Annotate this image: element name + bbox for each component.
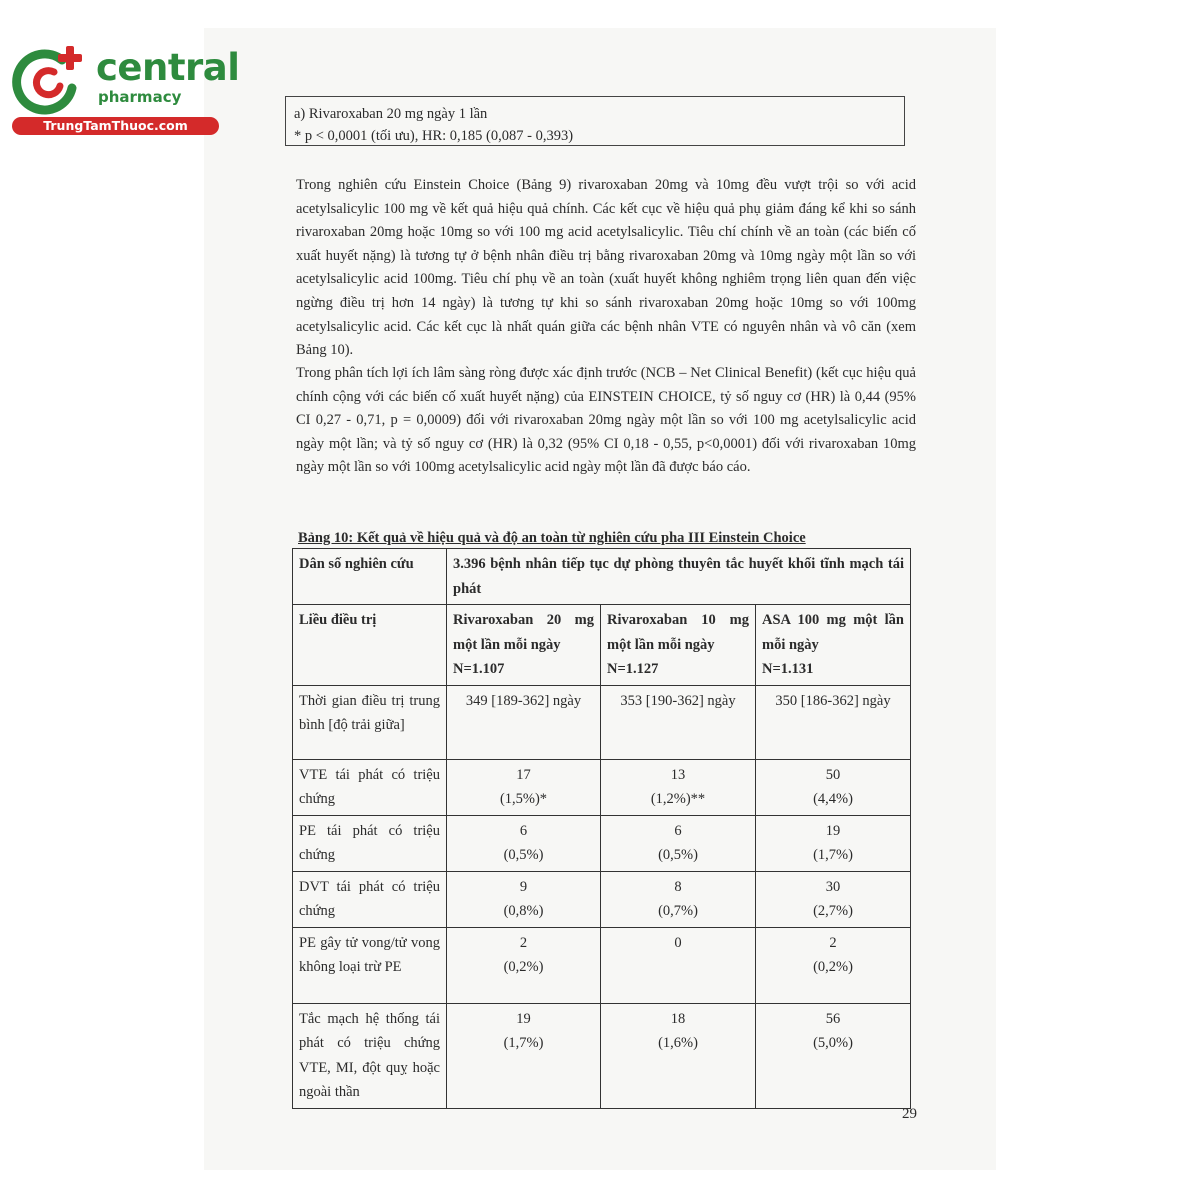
footnote-box	[285, 96, 905, 146]
table-cell: 2 (0,2%)	[447, 927, 601, 1003]
table-cell: 0	[601, 927, 756, 1003]
table-cell: 2 (0,2%)	[756, 927, 911, 1003]
table-row-population	[293, 549, 911, 605]
table-cell: 8 (0,7%)	[601, 871, 756, 927]
row-label: PE tái phát có triệu chứng	[293, 815, 447, 871]
table-cell: 353 [190-362] ngày	[601, 685, 756, 759]
table-cell: 17 (1,5%)*	[447, 759, 601, 815]
row-label: Tắc mạch hệ thống tái phát có triệu chứng VTE, MI, đột quỵ hoặc ngoài thần	[293, 1003, 447, 1108]
results-table	[292, 548, 911, 1109]
brand-logo[interactable]	[10, 38, 240, 138]
brand-name: central	[96, 46, 240, 89]
dose-label: Liều điều trị	[293, 605, 447, 686]
table-row	[293, 815, 911, 871]
row-label: VTE tái phát có triệu chứng	[293, 759, 447, 815]
row-label: DVT tái phát có triệu chứng	[293, 871, 447, 927]
brand-site-link[interactable]: TrungTamThuoc.com	[12, 117, 219, 135]
table-cell: 30 (2,7%)	[756, 871, 911, 927]
table-cell: 350 [186-362] ngày	[756, 685, 911, 759]
paragraph-ncb: Trong phân tích lợi ích lâm sàng ròng được xác định trước (NCB – Net Clinical Benefit) (kết cục hiệu quả chính cộng với các biến cố xuất huyết nặng) của EINSTEIN CHOICE, tỷ số nguy cơ (HR) là 0,44 (95% CI 0,27 - 0,71, p = 0,0009) đối với rivaroxaban 20mg ngày một lần so với 100 mg acetylsalicylic acid ngày một lần; và tỷ số nguy cơ (HR) là 0,32 (95% CI 0,18 - 0,55, p<0,0001) đối với rivaroxaban 10mg ngày một lần so với 100mg acetylsalicylic acid ngày một lần đã được báo cáo.	[296, 365, 916, 476]
column-header: Rivaroxaban 20 mg một lần mỗi ngày N=1.107	[447, 605, 601, 686]
population-label: Dân số nghiên cứu	[293, 549, 447, 605]
table-cell: 56 (5,0%)	[756, 1003, 911, 1108]
paragraph-results: Trong nghiên cứu Einstein Choice (Bảng 9) rivaroxaban 20mg và 10mg đều vượt trội so với acid acetylsalicylic 100 mg về kết quả hiệu quả chính. Các kết cục về hiệu quả phụ giảm đáng kể khi so sánh rivaroxaban 20mg hoặc 10mg so với 100 mg acid acetylsalicylic. Tiêu chí chính về an toàn (các biến cố xuất huyết nặng) là tương tự ở bệnh nhân điều trị bằng rivaroxaban 20mg và 10mg ngày một lần so với acetylsalicylic acid 100mg. Tiêu chí phụ về an toàn (xuất huyết không nghiêm trọng liên quan đến việc ngừng điều trị hơn 14 ngày) là tương tự khi so sánh rivaroxaban 20mg hoặc 10mg so với 100mg acetylsalicylic acid. Các kết cục là nhất quán giữa các bệnh nhân VTE có nguyên nhân và vô căn (xem Bảng 10).	[296, 177, 916, 359]
table-row-dose	[293, 605, 911, 686]
table-row	[293, 927, 911, 1003]
table-cell: 6 (0,5%)	[601, 815, 756, 871]
table-cell: 349 [189-362] ngày	[447, 685, 601, 759]
column-header: Rivaroxaban 10 mg một lần mỗi ngày N=1.127	[601, 605, 756, 686]
row-label: PE gây tử vong/tử vong không loại trừ PE	[293, 927, 447, 1003]
table-cell: 9 (0,8%)	[447, 871, 601, 927]
table-cell: 13 (1,2%)**	[601, 759, 756, 815]
table-row	[293, 759, 911, 815]
table-cell: 19 (1,7%)	[447, 1003, 601, 1108]
table-row	[293, 685, 911, 759]
table-row	[293, 1003, 911, 1108]
population-value: 3.396 bệnh nhân tiếp tục dự phòng thuyên tắc huyết khối tĩnh mạch tái phát	[447, 549, 911, 605]
pharmacy-cross-logo-icon	[10, 38, 90, 118]
column-header: ASA 100 mg một lần mỗi ngày N=1.131	[756, 605, 911, 686]
brand-subtitle: pharmacy	[98, 88, 182, 106]
table-cell: 19 (1,7%)	[756, 815, 911, 871]
table-row	[293, 871, 911, 927]
row-label: Thời gian điều trị trung bình [độ trải giữa]	[293, 685, 447, 759]
table-cell: 18 (1,6%)	[601, 1003, 756, 1108]
footnote-line-1: a) Rivaroxaban 20 mg ngày 1 lần	[294, 106, 488, 122]
table-caption: Bảng 10: Kết quả về hiệu quả và độ an toàn từ nghiên cứu pha III Einstein Choice	[298, 530, 806, 546]
table-cell: 50 (4,4%)	[756, 759, 911, 815]
table-cell: 6 (0,5%)	[447, 815, 601, 871]
footnote-line-2: * p < 0,0001 (tối ưu), HR: 0,185 (0,087 - 0,393)	[294, 128, 574, 144]
page-number: 29	[902, 1106, 917, 1122]
